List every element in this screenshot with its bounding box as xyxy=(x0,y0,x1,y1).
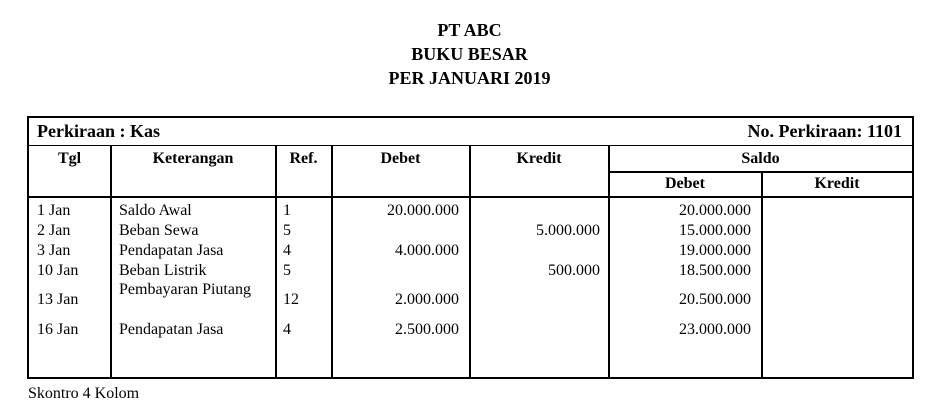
cell-debet: 4.000.000 xyxy=(395,242,459,259)
cell-keterangan: Pembayaran Piutang xyxy=(119,281,251,298)
header-ref: Ref. xyxy=(289,150,318,167)
header-keterangan: Keterangan xyxy=(152,150,234,167)
cell-ref: 5 xyxy=(283,262,291,279)
cell-ref: 1 xyxy=(283,202,291,219)
account-name: Perkiraan : Kas xyxy=(37,121,160,141)
cell-tgl: 3 Jan xyxy=(37,242,71,259)
header-bottom-rule xyxy=(29,196,912,198)
cell-ref: 5 xyxy=(283,222,291,239)
cell-ref: 12 xyxy=(283,291,299,308)
cell-debet: 2.000.000 xyxy=(395,291,459,308)
cell-saldo-debet: 20.000.000 xyxy=(679,202,751,219)
header-kredit: Kredit xyxy=(516,150,562,167)
cell-saldo-debet: 19.000.000 xyxy=(679,242,751,259)
header-tgl: Tgl xyxy=(57,150,82,167)
cell-debet: 2.500.000 xyxy=(395,321,459,338)
header-saldo-debet: Debet xyxy=(665,175,705,192)
account-number: No. Perkiraan: 1101 xyxy=(747,121,902,141)
cell-keterangan: Beban Sewa xyxy=(119,222,199,239)
col-divider xyxy=(331,146,333,377)
header-saldo-kredit: Kredit xyxy=(814,175,860,192)
period-title: PER JANUARI 2019 xyxy=(388,68,551,88)
ledger-title: BUKU BESAR xyxy=(411,44,528,64)
cell-keterangan: Saldo Awal xyxy=(119,202,192,219)
account-caption-row xyxy=(29,118,912,146)
cell-keterangan: Pendapatan Jasa xyxy=(119,321,224,338)
cell-kredit: 5.000.000 xyxy=(536,222,600,239)
cell-tgl: 10 Jan xyxy=(37,262,79,279)
saldo-subheader-rule xyxy=(608,171,912,173)
cell-tgl: 2 Jan xyxy=(37,222,71,239)
cell-keterangan: Beban Listrik xyxy=(119,262,207,279)
cell-saldo-debet: 15.000.000 xyxy=(679,222,751,239)
header-debet: Debet xyxy=(380,150,421,167)
cell-saldo-debet: 20.500.000 xyxy=(679,291,751,308)
header-saldo: Saldo xyxy=(741,150,780,167)
company-name: PT ABC xyxy=(437,20,502,40)
footnote: Skontro 4 Kolom xyxy=(28,385,140,402)
col-divider xyxy=(275,146,277,377)
col-divider xyxy=(110,146,112,377)
cell-ref: 4 xyxy=(283,321,291,338)
cell-debet: 20.000.000 xyxy=(387,202,459,219)
cell-keterangan: Pendapatan Jasa xyxy=(119,242,224,259)
cell-tgl: 1 Jan xyxy=(37,202,71,219)
ledger-table xyxy=(27,116,914,379)
col-divider xyxy=(761,172,763,377)
cell-kredit: 500.000 xyxy=(548,262,600,279)
cell-ref: 4 xyxy=(283,242,291,259)
cell-tgl: 13 Jan xyxy=(37,291,79,308)
cell-saldo-debet: 23.000.000 xyxy=(679,321,751,338)
cell-tgl: 16 Jan xyxy=(37,321,79,338)
cell-saldo-debet: 18.500.000 xyxy=(679,262,751,279)
